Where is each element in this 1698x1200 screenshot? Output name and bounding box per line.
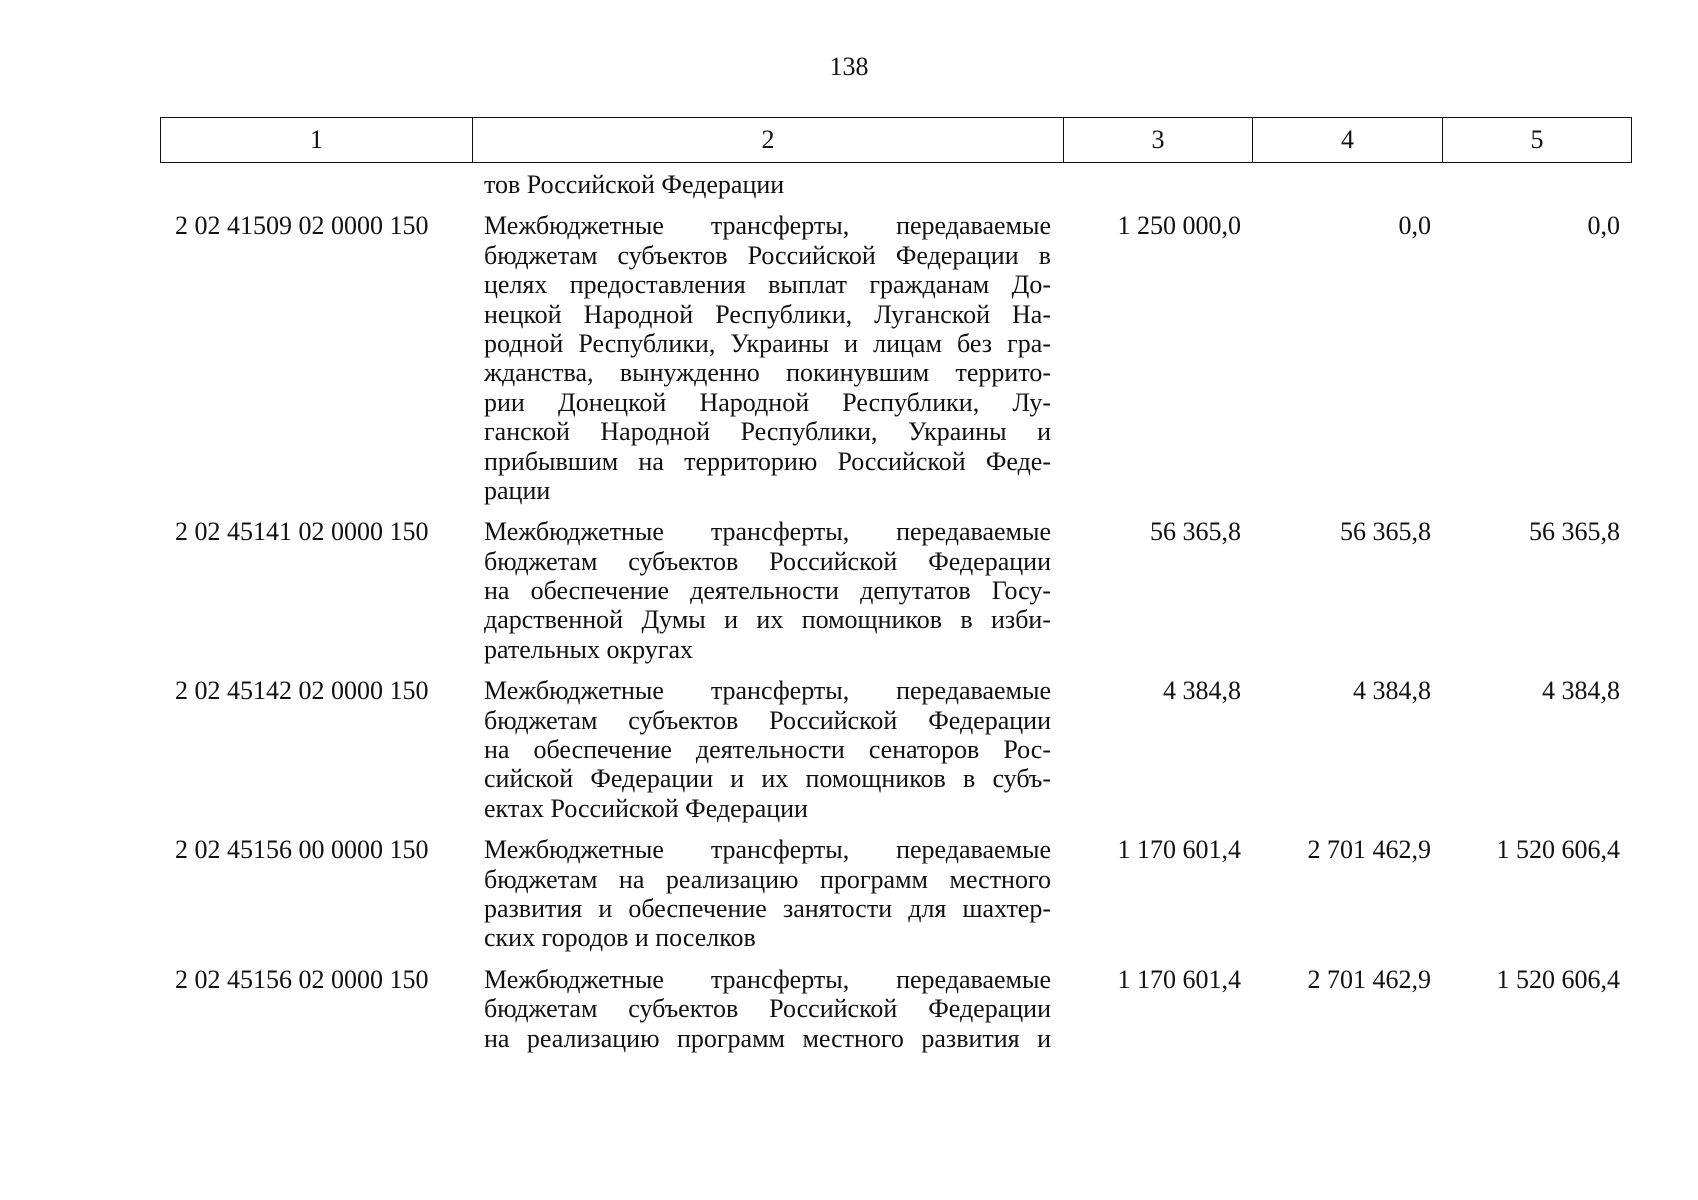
description <box>472 170 1063 199</box>
table-header <box>160 117 1632 163</box>
header-col-5: 5 <box>1443 118 1632 163</box>
description <box>472 835 1063 953</box>
description-line: рательных округах <box>484 634 693 664</box>
description-line: жданства, вынужденно покинувшим террито- <box>484 358 1051 388</box>
header-col-3: 3 <box>1064 118 1253 163</box>
description-line: ганской Народной Республики, Украины и <box>484 417 1051 447</box>
table-row <box>160 211 1631 505</box>
value-col-4: 2 701 462,9 <box>1307 835 1431 865</box>
description <box>472 965 1063 1053</box>
table-row <box>160 170 1631 199</box>
description-line: ских городов и поселков <box>484 923 756 953</box>
value-col-3: 1 170 601,4 <box>1117 964 1241 994</box>
value-col-4: 2 701 462,9 <box>1307 964 1431 994</box>
description-line: Межбюджетные трансферты, передаваемые <box>484 211 1051 241</box>
value-col-3: 56 365,8 <box>1150 517 1241 547</box>
table-row <box>160 965 1631 1053</box>
value-col-4: 4 384,8 <box>1353 676 1431 706</box>
description-line: на обеспечение деятельности сенаторов Рос- <box>484 735 1051 765</box>
value-col-5: 0,0 <box>1587 211 1620 241</box>
table-row <box>160 676 1631 823</box>
header-col-1: 1 <box>161 118 473 163</box>
description-line: развития и обеспечение занятости для шахтер- <box>484 893 1051 923</box>
description-line: бюджетам субъектов Российской Федерации в <box>484 240 1051 270</box>
description-line: Межбюджетные трансферты, передаваемые <box>484 964 1051 994</box>
description-line: прибывшим на территорию Российской Феде- <box>484 446 1051 476</box>
page-number: 138 <box>829 52 869 81</box>
description-line: Межбюджетные трансферты, передаваемые <box>484 835 1051 865</box>
value-col-5: 4 384,8 <box>1542 676 1620 706</box>
table-row <box>160 835 1631 953</box>
table-row <box>160 517 1631 664</box>
description <box>472 517 1063 664</box>
budget-code: 2 02 41509 02 0000 150 <box>175 211 429 241</box>
description-line: Межбюджетные трансферты, передаваемые <box>484 676 1051 706</box>
header-col-4: 4 <box>1253 118 1443 163</box>
description-line: рации <box>484 475 551 505</box>
budget-code: 2 02 45156 02 0000 150 <box>175 964 429 994</box>
value-col-3: 1 170 601,4 <box>1117 835 1241 865</box>
description-line: дарственной Думы и их помощников в изби- <box>484 605 1051 635</box>
description <box>472 211 1063 505</box>
description-line: бюджетам субъектов Российской Федерации <box>484 994 1051 1024</box>
description-line: бюджетам субъектов Российской Федерации <box>484 705 1051 735</box>
value-col-4: 0,0 <box>1398 211 1431 241</box>
description-line: рии Донецкой Народной Республики, Лу- <box>484 387 1051 417</box>
value-col-5: 1 520 606,4 <box>1496 835 1620 865</box>
budget-code: 2 02 45141 02 0000 150 <box>175 517 429 547</box>
description-line: Межбюджетные трансферты, передаваемые <box>484 517 1051 547</box>
description-line: бюджетам субъектов Российской Федерации <box>484 546 1051 576</box>
description-line: родной Республики, Украины и лицам без гра- <box>484 328 1051 358</box>
description-line: ектах Российской Федерации <box>484 793 808 823</box>
description <box>472 676 1063 823</box>
description-line: на реализацию программ местного развития и <box>484 1023 1051 1053</box>
description-line: целях предоставления выплат гражданам До- <box>484 270 1051 300</box>
description-line: на обеспечение деятельности депутатов Госу- <box>484 576 1051 606</box>
value-col-5: 56 365,8 <box>1529 517 1620 547</box>
value-col-5: 1 520 606,4 <box>1496 964 1620 994</box>
budget-code: 2 02 45156 00 0000 150 <box>175 835 429 865</box>
description-line: нецкой Народной Республики, Луганской На- <box>484 299 1051 329</box>
description-line: сийской Федерации и их помощников в субъ- <box>484 764 1051 794</box>
budget-code: 2 02 45142 02 0000 150 <box>175 676 429 706</box>
description-line: тов Российской Федерации <box>484 170 785 199</box>
header-col-2: 2 <box>473 118 1064 163</box>
value-col-3: 4 384,8 <box>1163 676 1241 706</box>
value-col-4: 56 365,8 <box>1340 517 1431 547</box>
value-col-3: 1 250 000,0 <box>1117 211 1241 241</box>
description-line: бюджетам на реализацию программ местного <box>484 864 1051 894</box>
table-body <box>160 170 1631 1065</box>
